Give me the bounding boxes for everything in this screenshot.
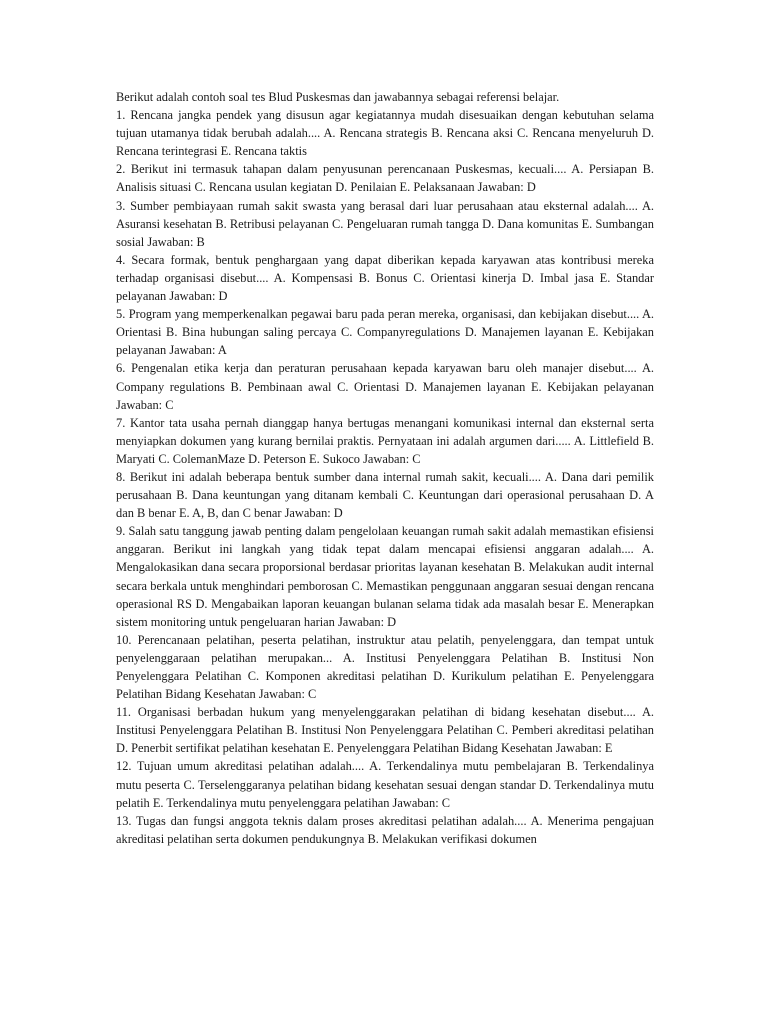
question-3: 3. Sumber pembiayaan rumah sakit swasta yang berasal dari luar perusahaan atau eksternal adalah.... A. Asuransi kesehatan B. Retribusi pelayanan C. Pengeluaran rumah tangga D. Dana komunitas E. Sumbangan sosial Jawaban: B xyxy=(116,198,654,249)
question-10: 10. Perencanaan pelatihan, peserta pelatihan, instruktur atau pelatih, penyelenggara, dan tempat untuk penyelenggaraan pelatihan merupakan... A. Institusi Penyelenggara Pelatihan B. Institusi Non Penyelenggara Pelatihan C. Komponen akreditasi pelatihan D. Kurikulum pelatihan E. Penyelenggara Pelatihan Bidang Kesehatan Jawaban: C xyxy=(116,632,654,702)
question-1: 1. Rencana jangka pendek yang disusun agar kegiatannya mudah disesuaikan dengan kebutuhan selama tujuan utamanya tidak berubah adalah.... A. Rencana strategis B. Rencana aksi C. Rencana menyeluruh D. Rencana terintegrasi E. Rencana taktis xyxy=(116,108,654,159)
question-12: 12. Tujuan umum akreditasi pelatihan adalah.... A. Terkendalinya mutu pembelajaran B. Terkendalinya mutu peserta C. Terselenggaranya pelatihan bidang kesehatan sesuai dengan standar D. Terkendalinya mutu pelatih E. Terkendalinya mutu penyelenggara pelatihan Jawaban: C xyxy=(116,759,654,810)
question-9: 9. Salah satu tanggung jawab penting dalam pengelolaan keuangan rumah sakit adalah memastikan efisiensi anggaran. Berikut ini langkah yang tidak tepat dalam mencapai efisiensi anggaran adalah.... A. Mengalokasikan dana secara proporsional berdasar prioritas layanan kesehatan B. Melakukan audit internal secara berkala untuk menghindari pemborosan C. Memastikan penggunaan anggaran sesuai dengan rencana operasional RS D. Mengabaikan laporan keuangan bulanan selama tidak ada masalah besar E. Menerapkan sistem monitoring untuk pengeluaran harian Jawaban: D xyxy=(116,524,654,629)
question-13: 13. Tugas dan fungsi anggota teknis dalam proses akreditasi pelatihan adalah.... A. Menerima pengajuan akreditasi pelatihan serta dokumen pendukungnya B. Melakukan verifikasi dokumen xyxy=(116,813,654,846)
question-5: 5. Program yang memperkenalkan pegawai baru pada peran mereka, organisasi, dan kebijakan disebut.... A. Orientasi B. Bina hubungan saling percaya C. Companyregulations D. Manajemen layanan E. Kebijakan pelayanan Jawaban: A xyxy=(116,307,654,358)
question-11: 11. Organisasi berbadan hukum yang menyelenggarakan pelatihan di bidang kesehatan disebut.... A. Institusi Penyelenggara Pelatihan B. Institusi Non Penyelenggara Pelatihan C. Pemberi akreditasi pelatihan D. Penerbit sertifikat pelatihan kesehatan E. Penyelenggara Pelatihan Bidang Kesehatan Jawaban: E xyxy=(116,705,654,756)
document-page xyxy=(116,88,654,848)
intro-paragraph: Berikut adalah contoh soal tes Blud Puskesmas dan jawabannya sebagai referensi belajar. xyxy=(116,90,560,104)
question-6: 6. Pengenalan etika kerja dan peraturan perusahaan kepada karyawan baru oleh manajer disebut.... A. Company regulations B. Pembinaan awal C. Orientasi D. Manajemen layanan E. Kebijakan pelayanan Jawaban: C xyxy=(116,361,654,412)
question-8: 8. Berikut ini adalah beberapa bentuk sumber dana internal rumah sakit, kecuali.... A. Dana dari pemilik perusahaan B. Dana keuntungan yang ditanam kembali C. Keuntungan dari operasional perusahaan D. A dan B benar E. A, B, dan C benar Jawaban: D xyxy=(116,469,654,521)
question-7: 7. Kantor tata usaha pernah dianggap hanya bertugas menangani komunikasi internal dan eksternal serta menyiapkan dokumen yang kurang bernilai praktis. Pernyataan ini adalah argumen dari..... A. Littlefield B. Maryati C. ColemanMaze D. Peterson E. Sukoco Jawaban: C xyxy=(116,415,654,466)
question-2: 2. Berikut ini termasuk tahapan dalam penyusunan perencanaan Puskesmas, kecuali.... A. Persiapan B. Analisis situasi C. Rencana usulan kegiatan D. Penilaian E. Pelaksanaan Jawaban: D xyxy=(116,162,654,195)
question-4: 4. Secara formak, bentuk penghargaan yang dapat diberikan kepada karyawan atas kontribusi mereka terhadap organisasi disebut.... A. Kompensasi B. Bonus C. Orientasi kinerja D. Imbal jasa E. Standar pelayanan Jawaban: D xyxy=(116,252,654,304)
